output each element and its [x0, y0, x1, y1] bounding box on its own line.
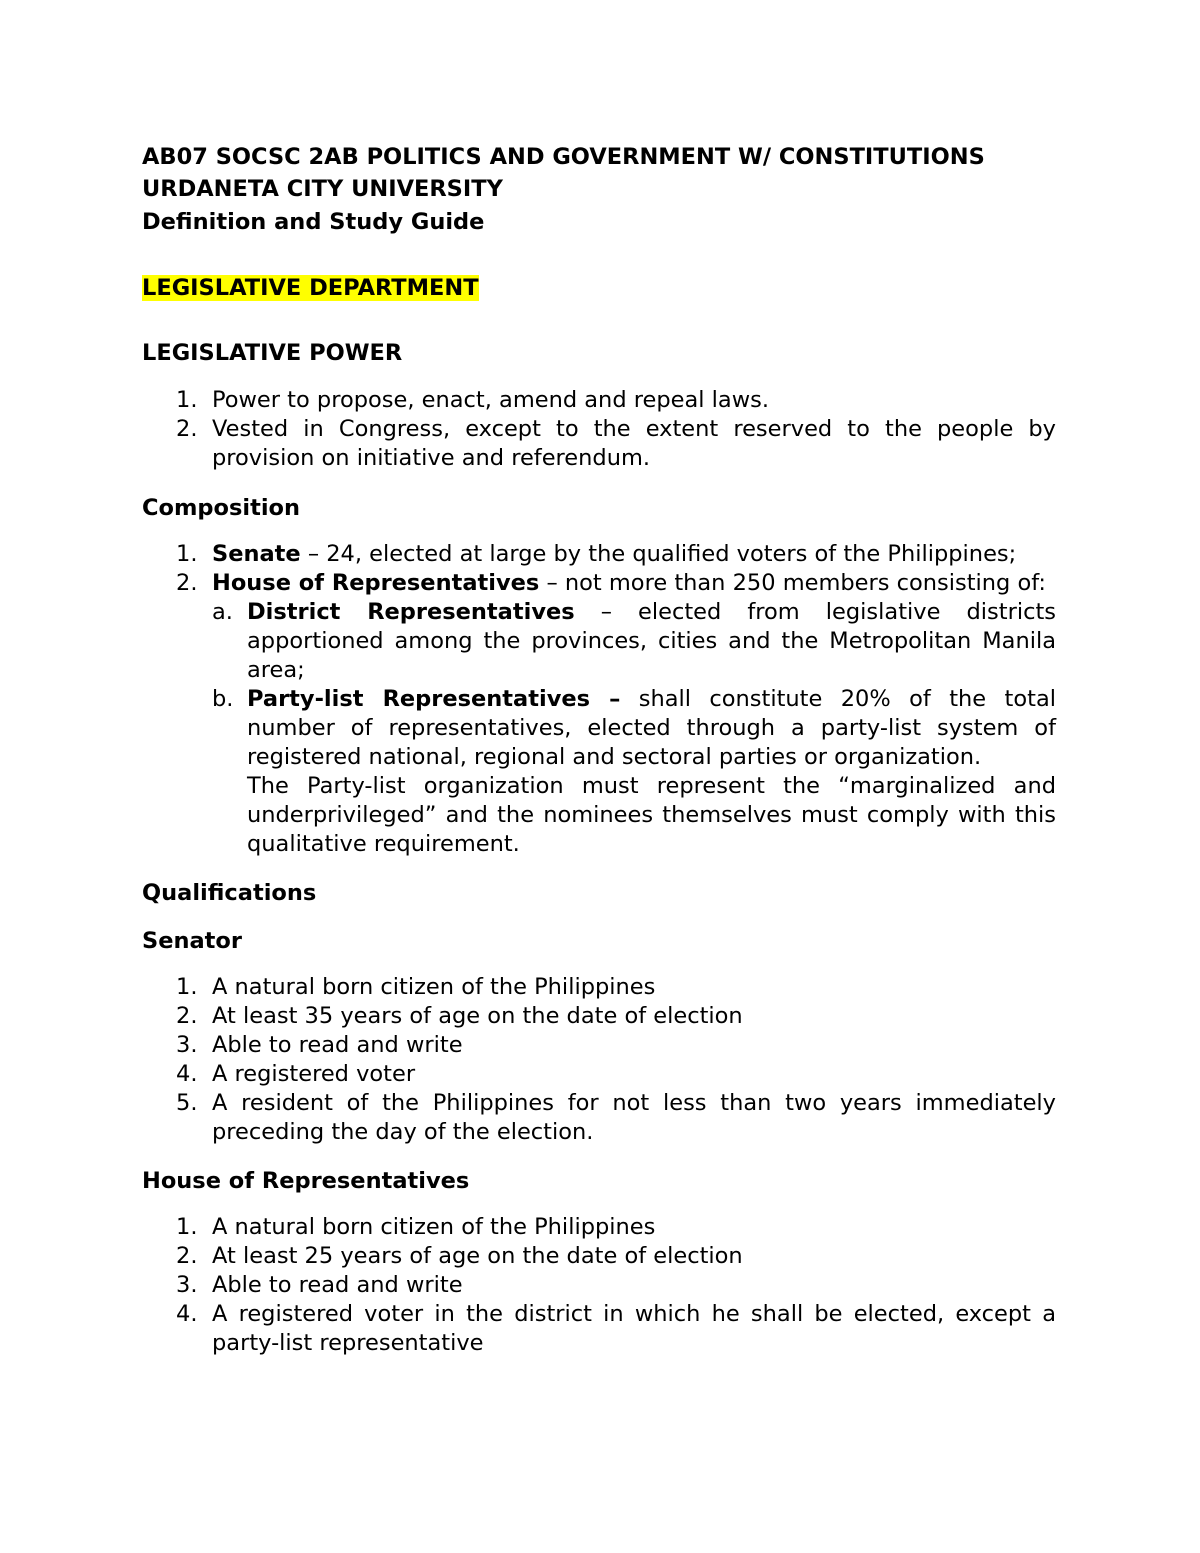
section-title: LEGISLATIVE DEPARTMENT: [142, 275, 479, 301]
list-text: A resident of the Philippines for not less than two years immediately preceding the day of the election.: [212, 1090, 1056, 1145]
list-item: [142, 415, 1056, 473]
list-item: [142, 386, 1056, 415]
list-text: Power to propose, enact, amend and repeal laws.: [212, 387, 769, 413]
list-number: 2.: [176, 416, 198, 442]
list-number: 1.: [176, 974, 198, 1000]
sub-list-term: District Representatives: [247, 599, 575, 625]
list-item: [142, 973, 1056, 1002]
document-header: [142, 141, 1056, 239]
school-name: URDANETA CITY UNIVERSITY: [142, 176, 503, 202]
sub-list-item: [142, 598, 1056, 685]
list-number: 4.: [176, 1061, 198, 1087]
section-title-row: [142, 272, 1056, 305]
list-item: [142, 540, 1056, 569]
list-number: 1.: [176, 1214, 198, 1240]
course-title: AB07 SOCSC 2AB POLITICS AND GOVERNMENT W/ CONSTITUTIONS: [142, 144, 985, 170]
house-qualifications-list: [142, 1213, 1056, 1358]
list-number: 1.: [176, 541, 198, 567]
composition-list: [142, 540, 1056, 859]
sub-list-item: [142, 685, 1056, 772]
house-heading: House of Representatives: [142, 1168, 470, 1194]
sub-list-term: Party-list Representatives –: [247, 686, 621, 712]
list-term: Senate: [212, 541, 301, 567]
document-subtitle: Definition and Study Guide: [142, 209, 485, 235]
list-text: A registered voter in the district in which he shall be elected, except a party-list representative: [212, 1301, 1056, 1356]
senator-heading: Senator: [142, 928, 242, 954]
list-text: Vested in Congress, except to the extent reserved to the people by provision on initiative and referendum.: [212, 416, 1056, 471]
list-number: 2.: [176, 570, 198, 596]
legislative-power-heading: LEGISLATIVE POWER: [142, 340, 403, 366]
list-item: [142, 1271, 1056, 1300]
list-number: 1.: [176, 387, 198, 413]
document-page: [142, 141, 1056, 1358]
list-term: House of Representatives: [212, 570, 540, 596]
list-text: At least 25 years of age on the date of election: [212, 1243, 743, 1269]
composition-heading: Composition: [142, 495, 301, 521]
sub-list-text: shall constitute 20% of the total number of representatives, elected through a party-list system of registered national, regional and sectoral parties or organization.: [247, 686, 1056, 770]
list-text: At least 35 years of age on the date of election: [212, 1003, 743, 1029]
list-item: [142, 1060, 1056, 1089]
senator-qualifications-list: [142, 973, 1056, 1147]
party-list-note: The Party-list organization must represent the “marginalized and underprivileged” and the nominees themselves must comply with this qualitative requirement.: [247, 773, 1056, 857]
list-item: [142, 569, 1056, 598]
sub-list-letter: a.: [212, 599, 233, 625]
list-text: – not more than 250 members consisting of:: [539, 570, 1046, 596]
legislative-power-list: [142, 386, 1056, 473]
list-text: – 24, elected at large by the qualified voters of the Philippines;: [300, 541, 1017, 567]
list-number: 5.: [176, 1090, 198, 1116]
sub-list-letter: b.: [212, 686, 234, 712]
list-item: [142, 1031, 1056, 1060]
list-number: 4.: [176, 1301, 198, 1327]
list-text: A natural born citizen of the Philippines: [212, 1214, 656, 1240]
list-number: 3.: [176, 1272, 198, 1298]
list-number: 2.: [176, 1243, 198, 1269]
list-item: [142, 1242, 1056, 1271]
qualifications-heading: Qualifications: [142, 880, 317, 906]
list-number: 2.: [176, 1003, 198, 1029]
list-text: Able to read and write: [212, 1272, 463, 1298]
list-item: [142, 1213, 1056, 1242]
list-text: A natural born citizen of the Philippines: [212, 974, 656, 1000]
list-item: [142, 1089, 1056, 1147]
list-number: 3.: [176, 1032, 198, 1058]
list-item: [142, 1300, 1056, 1358]
sub-list-text: – elected from legislative districts apportioned among the provinces, cities and the Metropolitan Manila area;: [247, 599, 1056, 683]
list-item: [142, 1002, 1056, 1031]
list-text: A registered voter: [212, 1061, 416, 1087]
list-text: Able to read and write: [212, 1032, 463, 1058]
